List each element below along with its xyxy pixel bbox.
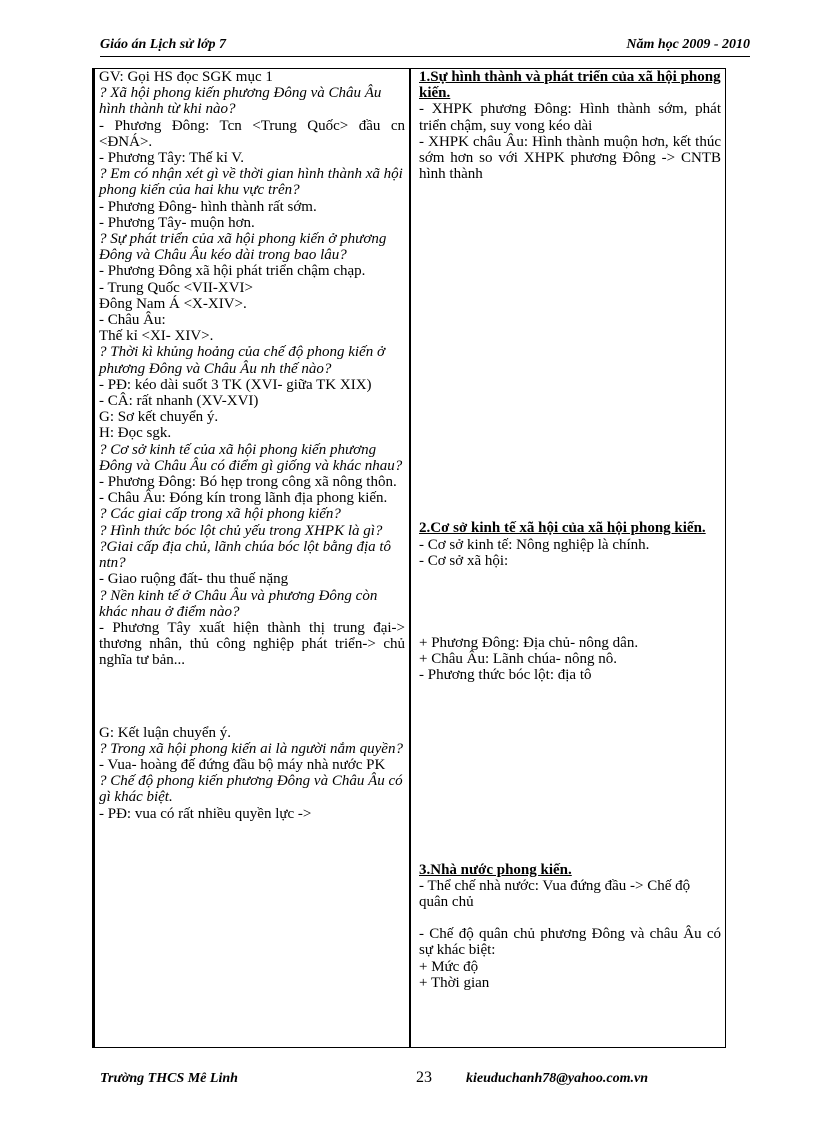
header-subject: Giáo án Lịch sử lớp 7 [100, 37, 226, 52]
spacer [99, 669, 405, 725]
question: ? Trong xã hội phong kiến ai là người nắm quyền? [99, 740, 403, 757]
left-line: - Giao ruộng đất- thu thuế nặng [99, 571, 289, 588]
left-line: - PĐ: kéo dài suốt 3 TK (XVI- giữa TK XIX) [99, 376, 372, 393]
section-heading-3: 3.Nhà nước phong kiến. [419, 861, 572, 878]
question: ? Thời kì khủng hoảng của chế độ phong kiến ở phương Đông và Châu Âu nh thế nào? [99, 344, 385, 377]
left-line: - Phương Đông: Tcn <Trung Quốc> đầu cn <ĐNÁ>. [99, 117, 405, 150]
left-line: GV: Gọi HS đọc SGK mục 1 [99, 69, 273, 85]
spacer [419, 684, 721, 862]
activities-column [99, 69, 405, 822]
question: ? Các giai cấp trong xã hội phong kiến? [99, 506, 341, 523]
right-line: - Chế độ quân chủ phương Đông và châu Âu có sự khác biệt: [419, 926, 721, 959]
right-line: + Phương Đông: Địa chủ- nông dân. [419, 635, 639, 652]
right-line: + Châu Âu: Lãnh chúa- nông nô. [419, 651, 618, 668]
page-header [100, 34, 750, 57]
right-line: + Mức độ [419, 958, 479, 975]
lesson-table [92, 68, 726, 1048]
left-line: - Phương Tây- muộn hơn. [99, 214, 255, 231]
question: ?Giai cấp địa chủ, lãnh chúa bóc lột bằng địa tô ntn? [99, 538, 392, 572]
right-line: - XHPK châu Âu: Hình thành muộn hơn, kết thúc sớm hơn so với XHPK phương Đông -> CNTB hình thành [419, 133, 721, 183]
left-line: - Châu Âu: [99, 312, 166, 329]
spacer [419, 569, 721, 635]
footer-email: kieuduchanh78@yahoo.com.vn [466, 1071, 648, 1086]
question: ? Nền kinh tế ở Châu Âu và phương Đông còn khác nhau ở điểm nào? [99, 587, 378, 620]
left-line: Thế kỉ <XI- XIV>. [99, 328, 214, 345]
table-left-border [93, 69, 97, 1047]
left-line: - Châu Âu: Đóng kín trong lãnh địa phong kiến. [99, 490, 388, 507]
left-line: - Trung Quốc <VII-XVI> [99, 279, 253, 296]
left-line: H: Đọc sgk. [99, 425, 172, 442]
spacer [419, 182, 721, 520]
header-school-year: Năm học 2009 - 2010 [626, 37, 750, 52]
question: ? Em có nhận xét gì về thời gian hình thành xã hội phong kiến của hai khu vực trên? [99, 166, 403, 199]
right-line: - Cơ sở kinh tế: Nông nghiệp là chính. [419, 536, 650, 553]
question: ? Chế độ phong kiến phương Đông và Châu Âu có gì khác biệt. [99, 773, 403, 806]
content-column [419, 69, 721, 991]
right-line: - Cơ sở xã hội: [419, 552, 509, 569]
footer-school: Trường THCS Mê Linh [100, 1071, 238, 1086]
right-line: - Phương thức bóc lột: địa tô [419, 667, 592, 684]
page-number: 23 [416, 1069, 432, 1086]
left-line: G: Sơ kết chuyển ý. [99, 409, 219, 426]
left-line: - PĐ: vua có rất nhiều quyền lực -> [99, 805, 312, 822]
left-line: - Phương Tây: Thế kỉ V. [99, 150, 244, 167]
section-heading-2: 2.Cơ sở kinh tế xã hội của xã hội phong kiến. [419, 520, 706, 537]
left-line: G: Kết luận chuyển ý. [99, 724, 232, 741]
left-line: - CÂ: rất nhanh (XV-XVI) [99, 393, 259, 410]
spacer [419, 910, 721, 926]
question: ? Sự phát triển của xã hội phong kiến ở phương Đông và Châu Âu kéo dài trong bao lâu? [99, 231, 387, 264]
page-footer [100, 1068, 740, 1092]
left-line: Đông Nam Á <X-XIV>. [99, 295, 247, 312]
left-line: - Phương Đông- hình thành rất sớm. [99, 198, 317, 215]
question: ? Cơ sở kinh tế của xã hội phong kiến phương Đông và Châu Âu có điểm gì giống và khác nhau? [99, 441, 403, 474]
right-line: - Thể chế nhà nước: Vua đứng đầu -> Chế độ quân chủ [419, 877, 691, 911]
column-divider [409, 69, 411, 1047]
question: ? Xã hội phong kiến phương Đông và Châu Âu hình thành từ khi nào? [99, 85, 382, 118]
left-line: - Phương Đông xã hội phát triển chậm chạp. [99, 263, 366, 280]
right-line: + Thời gian [419, 974, 490, 991]
left-line: - Vua- hoàng đế đứng đầu bộ máy nhà nước PK [99, 756, 386, 773]
left-line: - Phương Đông: Bó hẹp trong công xã nông thôn. [99, 474, 397, 491]
left-line: - Phương Tây xuất hiện thành thị trung đại-> thương nhân, thủ công nghiệp phát triển-> chủ nghĩa tư bản... [99, 619, 405, 669]
section-heading-1: 1.Sự hình thành và phát triển của xã hội phong kiến. [419, 69, 721, 102]
question: ? Hình thức bóc lột chủ yếu trong XHPK là gì? [99, 522, 383, 539]
right-line: - XHPK phương Đông: Hình thành sớm, phát triển chậm, suy vong kéo dài [419, 101, 721, 134]
